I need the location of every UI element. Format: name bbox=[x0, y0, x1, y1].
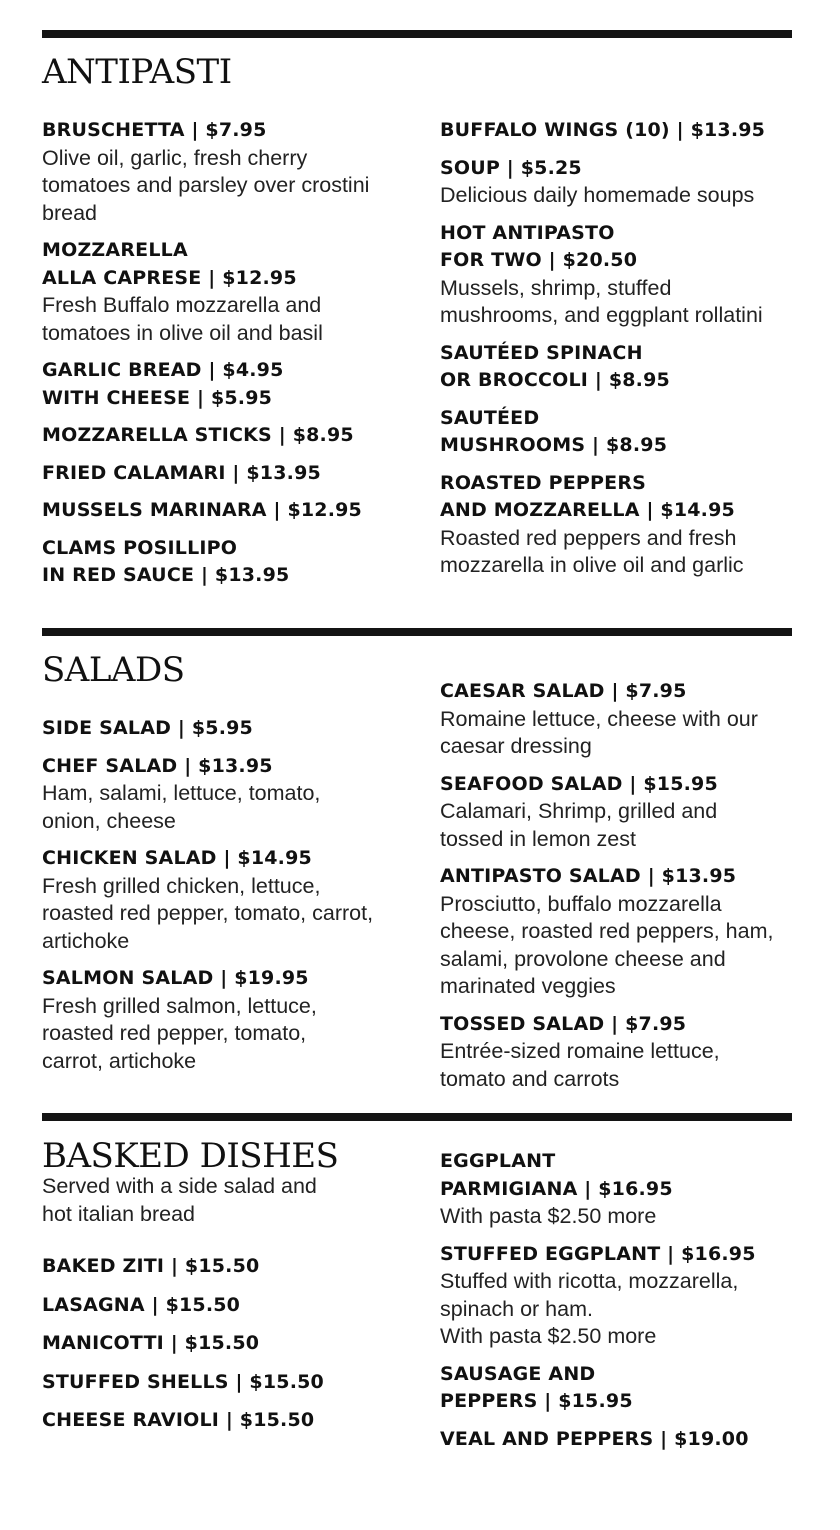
menu-item bbox=[440, 405, 795, 460]
menu-item-name-price: VEAL AND PEPPERS | $19.00 bbox=[440, 1427, 749, 1450]
menu-item-description: Stuffed with ricotta, mozzarella, spinach or ham. With pasta $2.50 more bbox=[440, 1269, 739, 1348]
menu-item-name-price: MOZZARELLA ALLA CAPRESE | $12.95 bbox=[42, 239, 297, 289]
salads-right-column bbox=[440, 678, 795, 1103]
menu-item bbox=[42, 357, 402, 412]
menu-item-description: Mussels, shrimp, stuffed mushrooms, and eggplant rollatini bbox=[440, 275, 763, 327]
menu-item-name-price: SAUSAGE AND PEPPERS | $15.95 bbox=[440, 1362, 633, 1412]
section-divider bbox=[42, 30, 792, 38]
menu-item bbox=[42, 535, 402, 590]
menu-item-name-price: BUFFALO WINGS (10) | $13.95 bbox=[440, 119, 766, 141]
menu-item-name-price: CHICKEN SALAD | $14.95 bbox=[42, 847, 312, 869]
salads-left-column bbox=[42, 715, 402, 1085]
menu-item bbox=[42, 965, 402, 1075]
section-divider bbox=[42, 628, 792, 636]
antipasti-right-column bbox=[440, 117, 795, 590]
menu-item-name-price: BAKED ZITI | $15.50 bbox=[42, 1255, 260, 1277]
menu-item bbox=[42, 753, 402, 836]
menu-item-name-price: CHEESE RAVIOLI | $15.50 bbox=[42, 1409, 315, 1431]
menu-item-description: Calamari, Shrimp, grilled and tossed in lemon zest bbox=[440, 799, 718, 851]
menu-item-name-price: STUFFED SHELLS | $15.50 bbox=[42, 1370, 324, 1393]
menu-item-description: Olive oil, garlic, fresh cherry tomatoes and parsley over crostini bread bbox=[42, 145, 370, 225]
menu-item-name-price: CHEF SALAD | $13.95 bbox=[42, 754, 273, 777]
menu-item bbox=[42, 1369, 402, 1397]
menu-item bbox=[440, 1011, 795, 1094]
menu-item bbox=[42, 1407, 402, 1435]
menu-item bbox=[42, 845, 402, 955]
antipasti-heading: ANTIPASTI bbox=[42, 52, 232, 92]
menu-item-name-price: SOUP | $5.25 bbox=[440, 156, 582, 179]
menu-item-name-price: SALMON SALAD | $19.95 bbox=[42, 967, 309, 989]
menu-item-name-price: CLAMS POSILLIPO IN RED SAUCE | $13.95 bbox=[42, 536, 290, 586]
menu-item bbox=[440, 155, 795, 210]
menu-item-description: Entrée-sized romaine lettuce, tomato and carrots bbox=[440, 1039, 720, 1091]
menu-item-description: Prosciutto, buffalo mozzarella cheese, roasted red peppers, ham, salami, provolone cheese and marinated veggies bbox=[440, 891, 774, 998]
menu-item-name-price: SIDE SALAD | $5.95 bbox=[42, 717, 253, 739]
menu-item-description: Roasted red peppers and fresh mozzarella in olive oil and garlic bbox=[440, 525, 744, 577]
menu-item bbox=[440, 470, 795, 580]
menu-item-name-price: GARLIC BREAD | $4.95 WITH CHEESE | $5.95 bbox=[42, 359, 284, 409]
antipasti-left-column bbox=[42, 117, 402, 600]
menu-item bbox=[42, 117, 402, 227]
menu-item bbox=[440, 678, 795, 761]
menu-item-name-price: TOSSED SALAD | $7.95 bbox=[440, 1012, 687, 1035]
menu-item-description: Fresh grilled salmon, lettuce, roasted red pepper, tomato, carrot, artichoke bbox=[42, 993, 317, 1073]
menu-item-name-price: SAUTÉED SPINACH OR BROCCOLI | $8.95 bbox=[440, 341, 670, 391]
menu-item bbox=[42, 1253, 402, 1281]
menu-item bbox=[440, 1426, 795, 1454]
menu-item-name-price: MOZZARELLA STICKS | $8.95 bbox=[42, 424, 354, 446]
menu-item bbox=[440, 1361, 795, 1416]
menu-item bbox=[42, 237, 402, 347]
menu-item bbox=[42, 497, 402, 525]
menu-item bbox=[440, 220, 795, 330]
menu-item bbox=[440, 340, 795, 395]
basked-right-column bbox=[440, 1148, 795, 1463]
menu-item-description: With pasta $2.50 more bbox=[440, 1204, 657, 1228]
menu-item-name-price: ROASTED PEPPERS AND MOZZARELLA | $14.95 bbox=[440, 471, 735, 521]
menu-item-name-price: ANTIPASTO SALAD | $13.95 bbox=[440, 865, 737, 887]
menu-item-name-price: MUSSELS MARINARA | $12.95 bbox=[42, 499, 362, 521]
menu-item bbox=[42, 1330, 402, 1358]
section-divider bbox=[42, 1113, 792, 1121]
menu-item bbox=[440, 1241, 795, 1351]
menu-item-name-price: BRUSCHETTA | $7.95 bbox=[42, 119, 267, 141]
menu-item bbox=[440, 771, 795, 854]
menu-item bbox=[42, 422, 402, 450]
menu-item-name-price: EGGPLANT PARMIGIANA | $16.95 bbox=[440, 1150, 673, 1200]
menu-item-description: Fresh Buffalo mozzarella and tomatoes in olive oil and basil bbox=[42, 293, 323, 345]
basked-dishes-heading: BASKED DISHES bbox=[42, 1136, 339, 1176]
menu-item-name-price: CAESAR SALAD | $7.95 bbox=[440, 680, 687, 702]
menu-item-description: Romaine lettuce, cheese with our caesar dressing bbox=[440, 706, 758, 758]
menu-item-description: Delicious daily homemade soups bbox=[440, 183, 755, 207]
basked-dishes-intro: Served with a side salad and hot italian bread bbox=[42, 1174, 317, 1226]
menu-item-name-price: FRIED CALAMARI | $13.95 bbox=[42, 461, 321, 484]
menu-item bbox=[440, 117, 795, 145]
menu-item bbox=[42, 1292, 402, 1320]
basked-left-column bbox=[42, 1253, 402, 1446]
menu-item bbox=[42, 460, 402, 488]
menu-item-description: Ham, salami, lettuce, tomato, onion, cheese bbox=[42, 781, 321, 833]
menu-item-name-price: MANICOTTI | $15.50 bbox=[42, 1332, 260, 1354]
menu-item bbox=[440, 863, 795, 1001]
menu-item-name-price: HOT ANTIPASTO FOR TWO | $20.50 bbox=[440, 221, 638, 271]
menu-item bbox=[42, 715, 402, 743]
menu-item-name-price: SAUTÉED MUSHROOMS | $8.95 bbox=[440, 406, 668, 456]
menu-item-name-price: STUFFED EGGPLANT | $16.95 bbox=[440, 1242, 756, 1265]
menu-item-name-price: SEAFOOD SALAD | $15.95 bbox=[440, 772, 718, 795]
menu-item bbox=[440, 1148, 795, 1231]
salads-heading: SALADS bbox=[42, 650, 185, 690]
menu-item-description: Fresh grilled chicken, lettuce, roasted red pepper, tomato, carrot, artichoke bbox=[42, 873, 374, 953]
menu-item-name-price: LASAGNA | $15.50 bbox=[42, 1293, 241, 1316]
